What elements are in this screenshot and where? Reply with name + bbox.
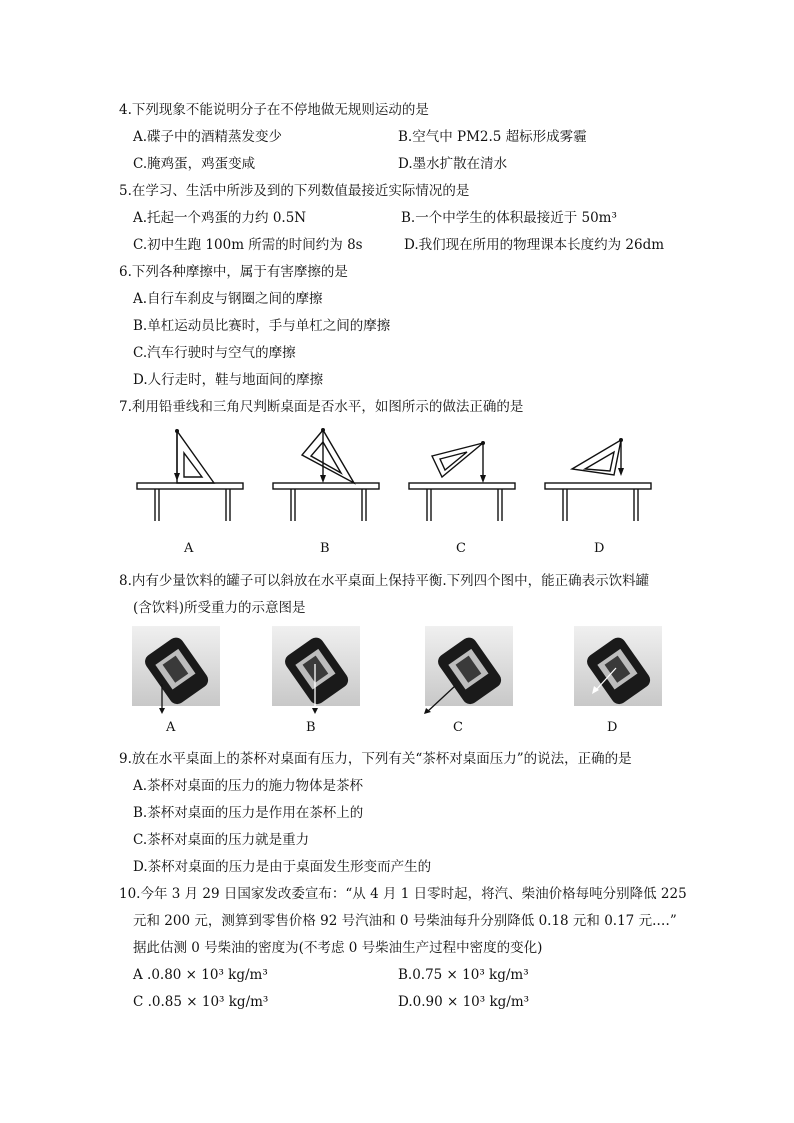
q6-stem: 6.下列各种摩擦中，属于有害摩擦的是 — [119, 264, 348, 280]
q5-option-d: D.我们现在所用的物理课本长度约为 26dm — [404, 237, 665, 253]
q5-option-c: C.初中生跑 100m 所需的时间约为 8s — [133, 237, 363, 253]
q10-option-a: A .0.80 × 10³ kg/m³ — [133, 967, 268, 983]
q4-stem: 4.下列现象不能说明分子在不停地做无规则运动的是 — [119, 102, 429, 118]
q10-stem-line3: 据此估测 0 号柴油的密度为(不考虑 0 号柴油生产过程中密度的变化) — [133, 940, 543, 956]
q4-option-b: B.空气中 PM2.5 超标形成雾霾 — [398, 129, 587, 145]
q5-option-b: B.一个中学生的体积最接近于 50m³ — [401, 210, 617, 226]
q7-stem: 7.利用铅垂线和三角尺判断桌面是否水平，如图所示的做法正确的是 — [119, 399, 524, 415]
q8-can-b — [272, 626, 360, 714]
q7-table-b — [273, 430, 379, 521]
q8-stem-line1: 8.内有少量饮料的罐子可以斜放在水平桌面上保持平衡.下列四个图中，能正确表示饮料罐 — [119, 573, 650, 589]
q5-stem: 5.在学习、生活中所涉及到的下列数值最接近实际情况的是 — [119, 183, 470, 199]
q8-stem-line2: (含饮料)所受重力的示意图是 — [133, 600, 306, 616]
q8-label-b: B — [306, 720, 316, 735]
q9-stem: 9.放在水平桌面上的茶杯对桌面有压力，下列有关“茶杯对桌面压力”的说法，正确的是 — [119, 751, 632, 767]
q9-option-d: D.茶杯对桌面的压力是由于桌面发生形变而产生的 — [133, 859, 432, 875]
q6-option-d: D.人行走时，鞋与地面间的摩擦 — [133, 372, 324, 388]
q9-option-c: C.茶杯对桌面的压力就是重力 — [133, 832, 310, 848]
q7-table-d — [545, 440, 651, 521]
q10-option-b: B.0.75 × 10³ kg/m³ — [398, 967, 529, 983]
q8-can-a — [132, 626, 220, 714]
q10-option-c: C .0.85 × 10³ kg/m³ — [133, 994, 269, 1010]
q7-label-d: D — [594, 541, 605, 556]
q9-option-a: A.茶杯对桌面的压力的施力物体是茶杯 — [133, 778, 364, 794]
q8-label-c: C — [453, 720, 463, 735]
q8-can-c — [424, 626, 513, 714]
q10-stem-line2: 元和 200 元，测算到零售价格 92 号汽油和 0 号柴油每升分别降低 0.18 元和 0.17 元.…” — [133, 913, 677, 929]
q7-table-c — [409, 443, 515, 521]
q10-stem-line1: 10.今年 3 月 29 日国家发改委宣布：“从 4 月 1 日零时起，将汽、柴油价格每吨分别降低 225 — [119, 886, 687, 902]
q4-option-d: D.墨水扩散在清水 — [398, 156, 508, 172]
q6-option-c: C.汽车行驶时与空气的摩擦 — [133, 345, 296, 361]
q7-label-b: B — [320, 541, 330, 556]
q8-figure — [130, 624, 670, 716]
q7-label-c: C — [456, 541, 466, 556]
q4-option-c: C.腌鸡蛋，鸡蛋变咸 — [133, 156, 256, 172]
q7-label-a: A — [184, 541, 194, 556]
q7-figure — [130, 425, 690, 525]
q10-option-d: D.0.90 × 10³ kg/m³ — [398, 994, 530, 1010]
q8-label-d: D — [607, 720, 618, 735]
q6-option-a: A.自行车刹皮与钢圈之间的摩擦 — [133, 291, 323, 307]
q9-option-b: B.茶杯对桌面的压力是作用在茶杯上的 — [133, 805, 364, 821]
q5-option-a: A.托起一个鸡蛋的力约 0.5N — [133, 210, 307, 226]
q4-option-a: A.碟子中的酒精蒸发变少 — [133, 129, 283, 145]
q8-label-a: A — [166, 720, 176, 735]
q7-table-a — [137, 431, 243, 521]
q8-can-d — [574, 626, 662, 707]
q6-option-b: B.单杠运动员比赛时，手与单杠之间的摩擦 — [133, 318, 391, 334]
